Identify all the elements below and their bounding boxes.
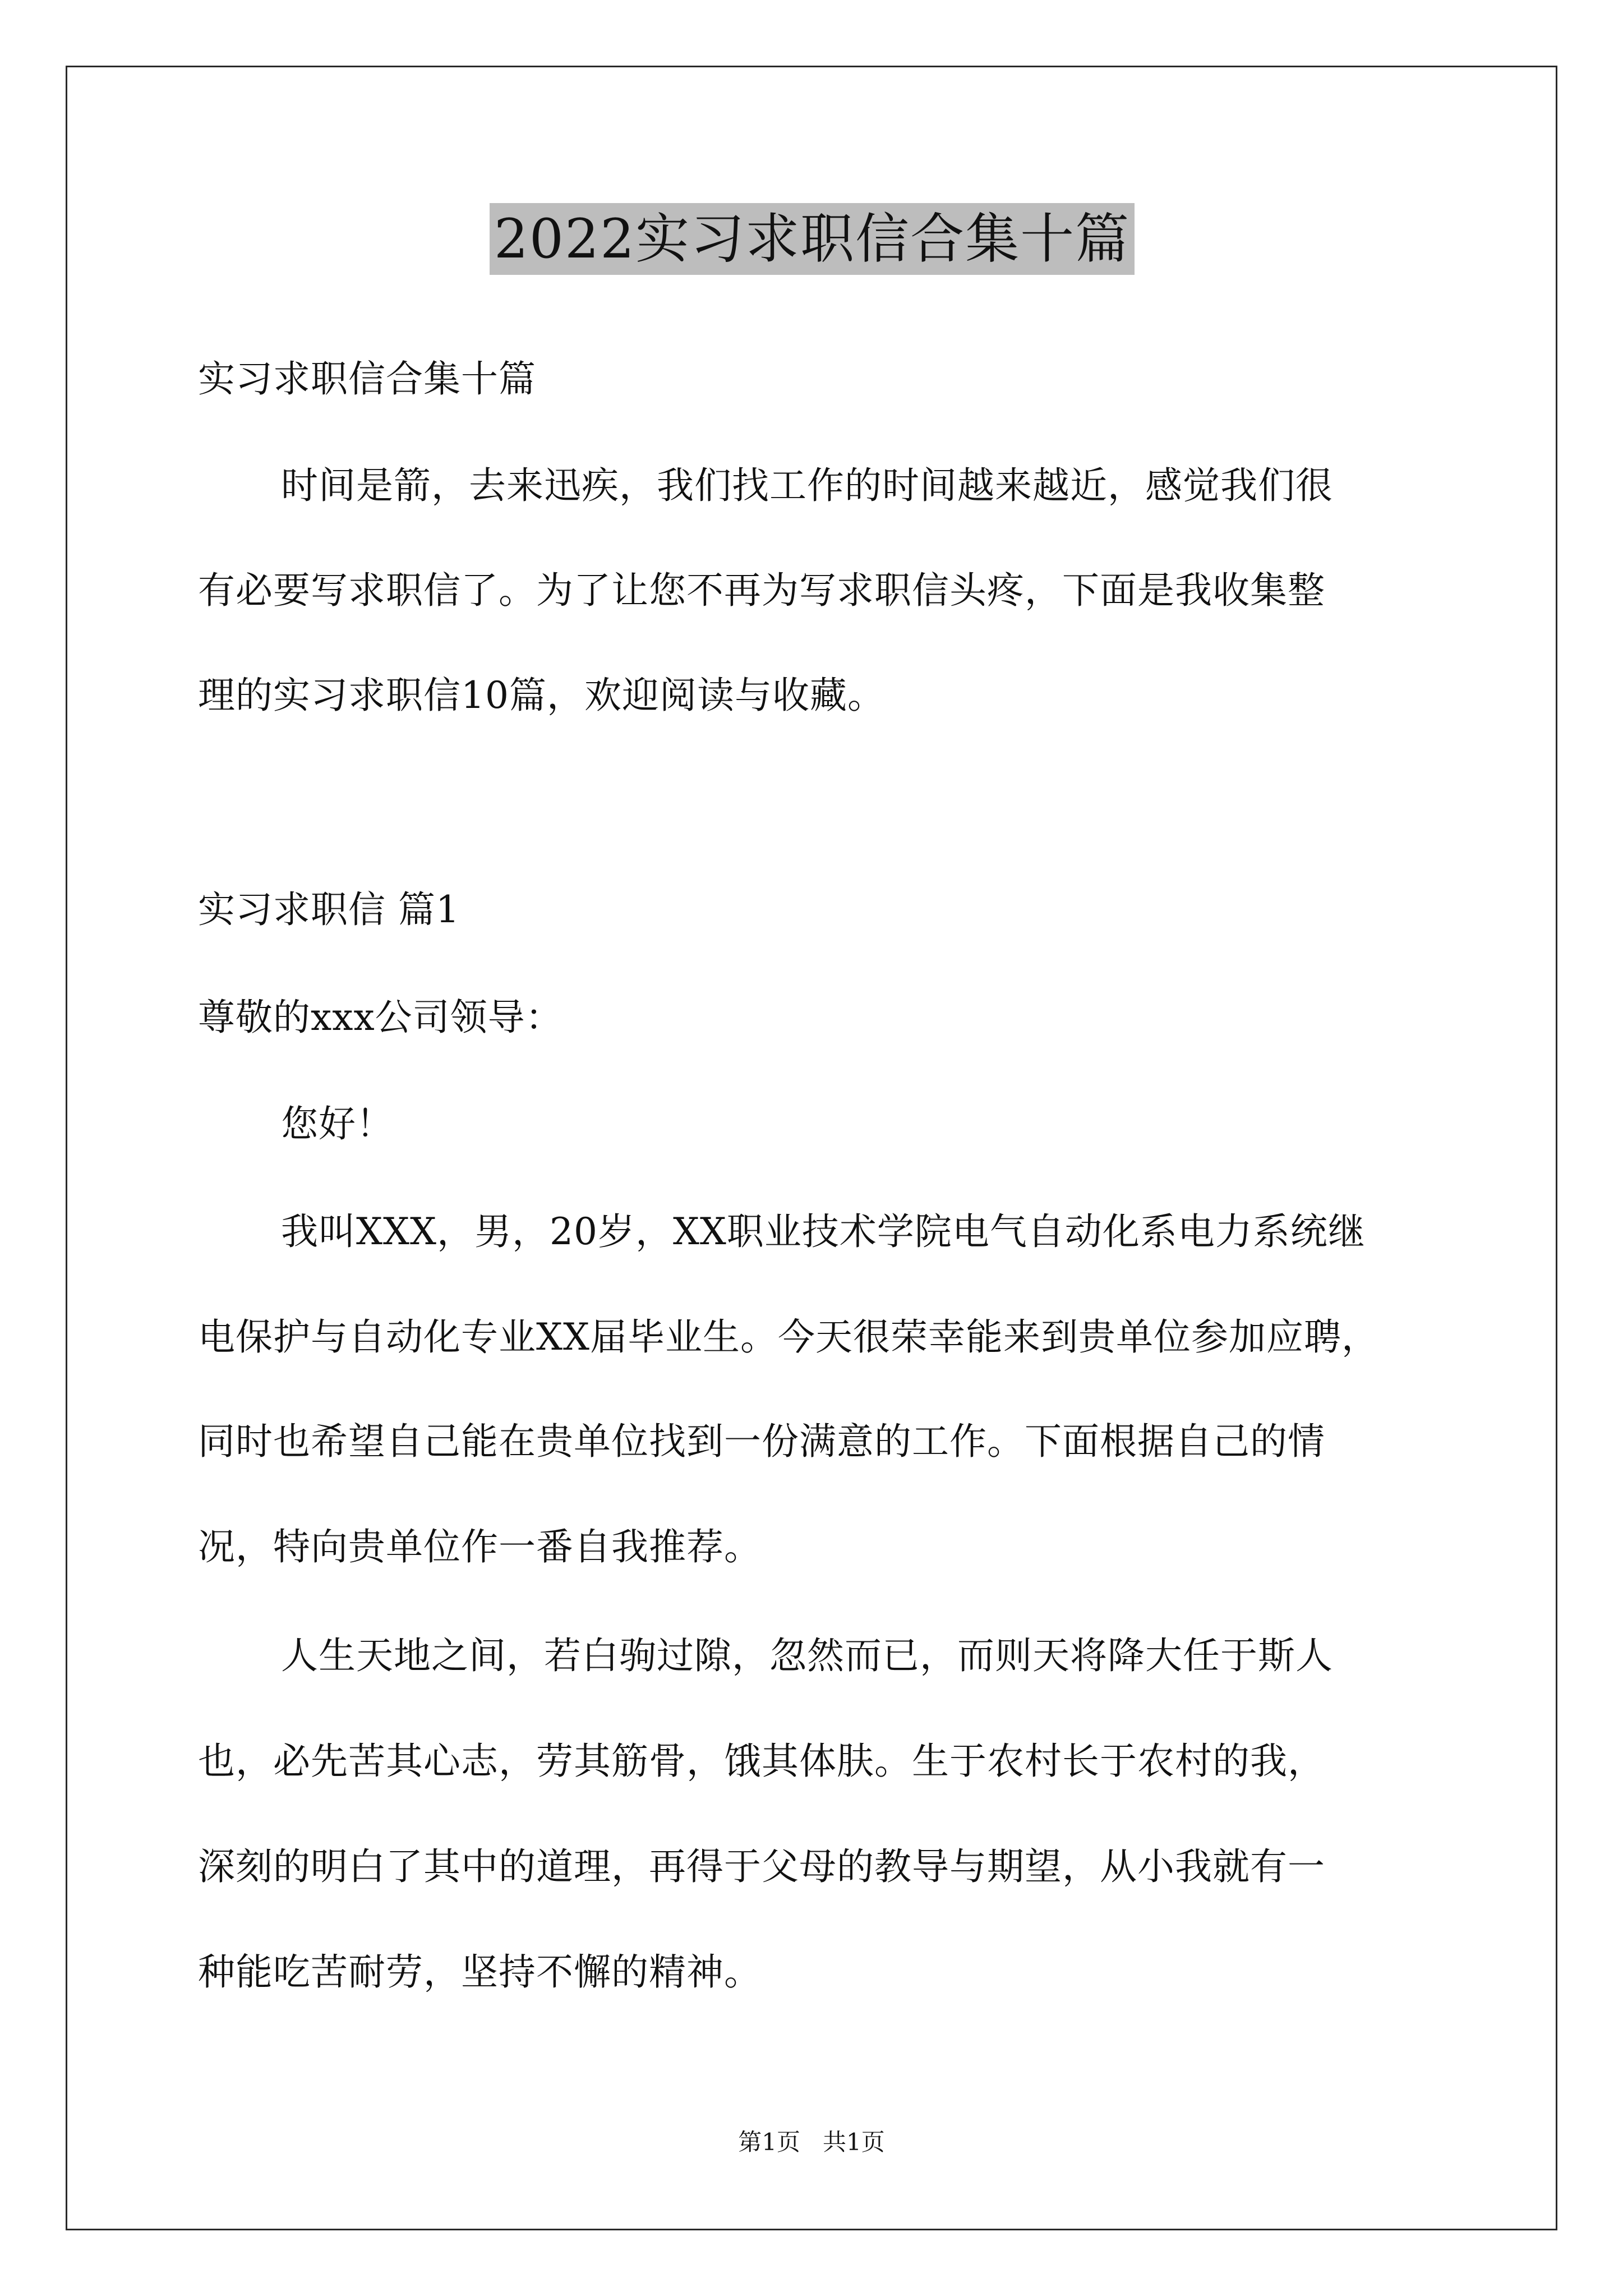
paragraph-line: 种能吃苦耐劳，坚持不懈的精神。 bbox=[198, 1950, 762, 1994]
salutation-line: 尊敬的xxx公司领导： bbox=[198, 996, 563, 1039]
paragraph-line: 也，必先苦其心志，劳其筋骨，饿其体肤。生于农村长于农村的我， bbox=[198, 1740, 1325, 1783]
paragraph-line: 电保护与自动化专业XX届毕业生。今天很荣幸能来到贵单位参加应聘， bbox=[198, 1315, 1379, 1359]
paragraph-line: 况，特向贵单位作一番自我推荐。 bbox=[198, 1525, 762, 1568]
paragraph-line: 理的实习求职信10篇，欢迎阅读与收藏。 bbox=[198, 674, 885, 717]
section-heading: 实习求职信 篇1 bbox=[198, 888, 460, 931]
page-footer: 第1页 共1页 bbox=[738, 2128, 885, 2156]
paragraph-line: 同时也希望自己能在贵单位找到一份满意的工作。下面根据自己的情 bbox=[198, 1420, 1325, 1463]
greeting-line: 您好！ bbox=[281, 1102, 394, 1145]
paragraph-line: 有必要写求职信了。为了让您不再为写求职信头疼，下面是我收集整 bbox=[198, 569, 1325, 612]
paragraph-line: 时间是箭，去来迅疾，我们找工作的时间越来越近，感觉我们很 bbox=[281, 464, 1333, 507]
subtitle-line: 实习求职信合集十篇 bbox=[198, 357, 536, 401]
paragraph-line: 深刻的明白了其中的道理，再得于父母的教导与期望，从小我就有一 bbox=[198, 1845, 1325, 1888]
paragraph-line: 我叫XXX，男，20岁，XX职业技术学院电气自动化系电力系统继 bbox=[281, 1210, 1366, 1253]
paragraph-line: 人生天地之间，若白驹过隙，忽然而已，而则天将降大任于斯人 bbox=[281, 1634, 1333, 1677]
title-container bbox=[198, 203, 1426, 275]
document-title: 2022实习求职信合集十篇 bbox=[490, 203, 1135, 275]
